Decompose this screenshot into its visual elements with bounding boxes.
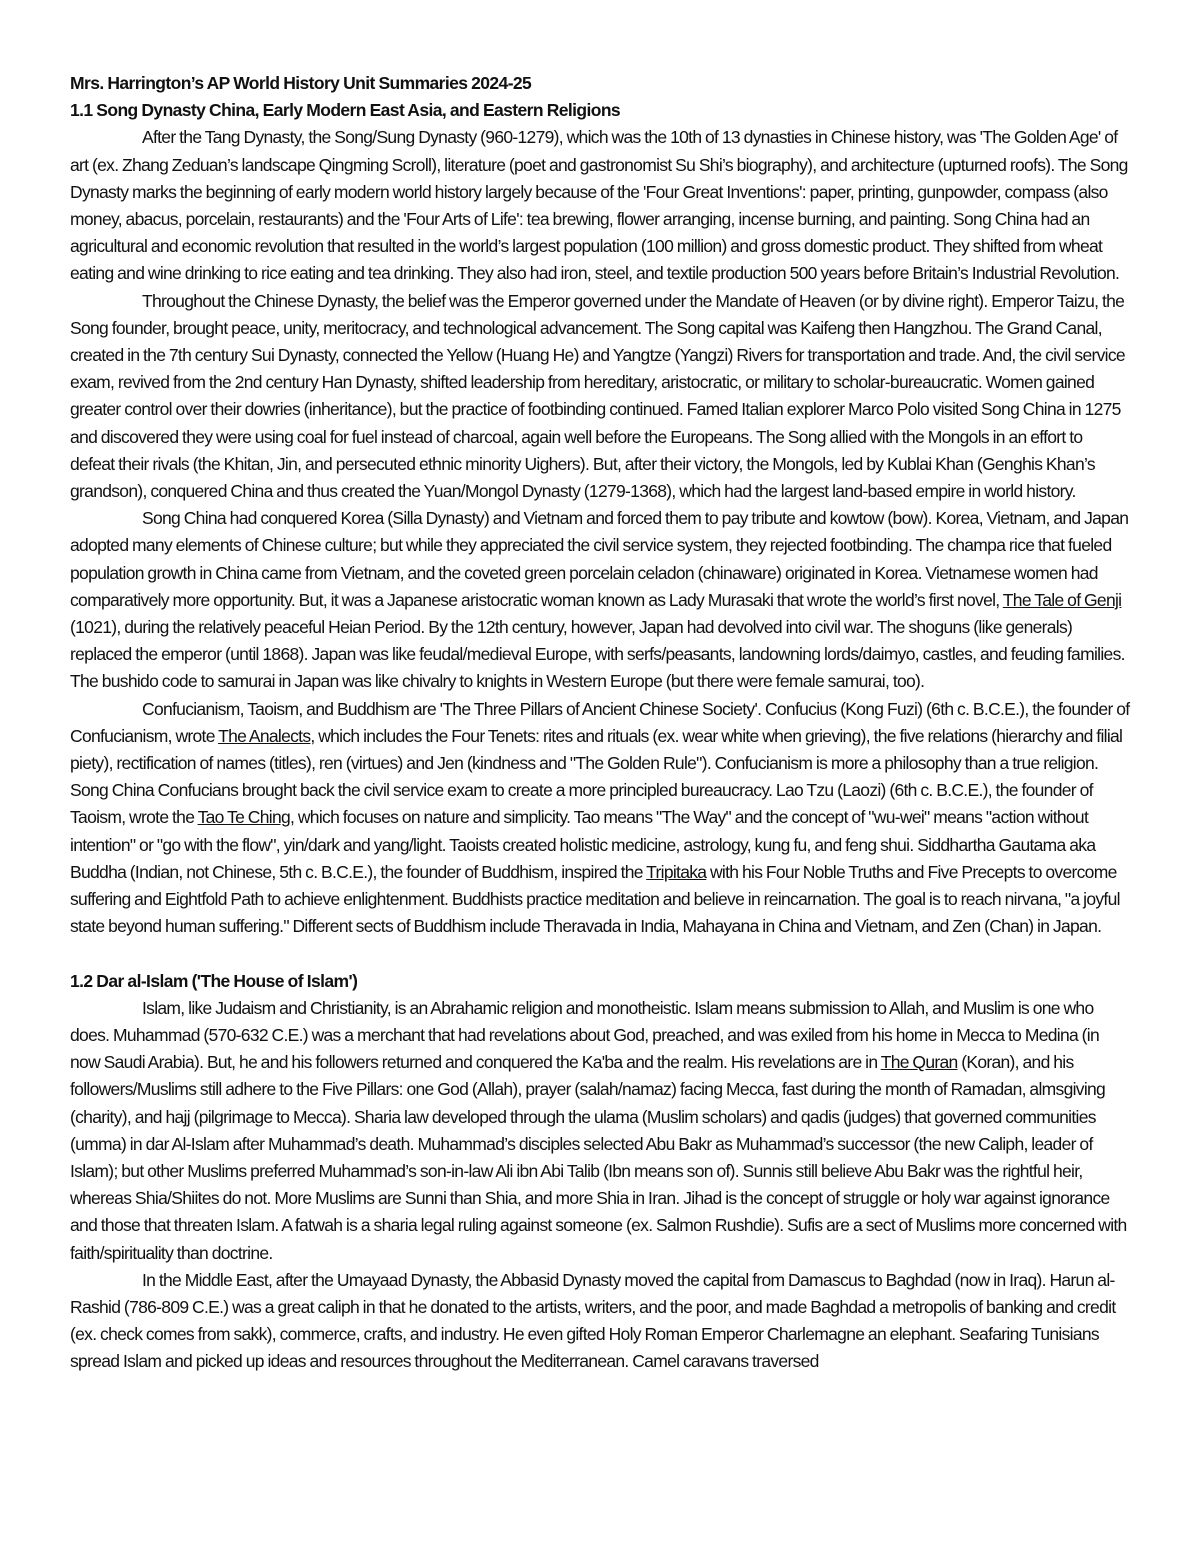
text-run: Islam, like Judaism and Christianity, is an Abrahamic religion and monotheistic. Islam means submission to Allah, and Muslim is one who does. Muhammad (570-632 C.E.) was a merchant that had revelations about God, preached, and was exiled from his home in Mecca to Medina (in now Saudi Arabia). But, he and his followers returned and conquered the Ka'ba and the realm. His revelations are in	[70, 997, 1100, 1073]
paragraph-islam	[70, 995, 1130, 1267]
book-title-tale-of-genji: The Tale of Genji	[1002, 589, 1122, 610]
section-heading-1-2: 1.2 Dar al-Islam ('The House of Islam')	[70, 970, 358, 991]
book-title-tripitaka: Tripitaka	[646, 861, 707, 882]
paragraph-mandate-of-heaven: Throughout the Chinese Dynasty, the belief was the Emperor governed under the Mandate of Heaven (or by divine right). Emperor Taizu, the Song founder, brought peace, unity, meritocracy, and technological advancement. The Song capital was Kaifeng then Hangzhou. The Grand Canal, created in the 7th century Sui Dynasty, connected the Yellow (Huang He) and Yangtze (Yangzi) Rivers for transportation and trade. And, the civil service exam, revived from the 2nd century Han Dynasty, shifted leadership from hereditary, aristocratic, or military to scholar-bureaucratic. Women gained greater control over their dowries (inheritance), but the practice of footbinding continued. Famed Italian explorer Marco Polo visited Song China in 1275 and discovered they were using coal for fuel instead of charcoal, again well before the Europeans. The Song allied with the Mongols in an effort to defeat their rivals (the Khitan, Jin, and persecuted ethnic minority Uighers). But, after their victory, the Mongols, led by Kublai Khan (Genghis Khan’s grandson), conquered China and thus created the Yuan/Mongol Dynasty (1279-1368), which had the largest land-based empire in world history.	[70, 290, 1125, 502]
section-heading-1-1: 1.1 Song Dynasty China, Early Modern East Asia, and Eastern Religions	[70, 100, 621, 121]
paragraph-abbasid: In the Middle East, after the Umayaad Dynasty, the Abbasid Dynasty moved the capital from Damascus to Baghdad (now in Iraq). Harun al-Rashid (786-809 C.E.) was a great caliph in that he donated to the artists, writers, and the poor, and made Baghdad a metropolis of banking and credit (ex. check comes from sakk), commerce, crafts, and industry. He even gifted Holy Roman Emperor Charlemagne an elephant. Seafaring Tunisians spread Islam and picked up ideas and resources throughout the Mediterranean. Camel caravans traversed	[70, 1269, 1116, 1372]
section-spacer	[70, 941, 1130, 968]
paragraph-three-pillars	[70, 696, 1130, 941]
text-run: Confucianism, Taoism, and Buddhism are 'The Three Pillars of Ancient Chinese Society'. Confucius (Kong Fuzi) (6th c. B.C.E.), the founder of Confucianism, wrote	[70, 698, 1130, 746]
document-page	[70, 70, 1130, 1376]
book-title-analects: The Analects	[218, 725, 311, 746]
text-run: with his Four Noble Truths and Five Precepts to overcome suffering and Eightfold Path to achieve enlightenment. Buddhists practice meditation and believe in reincarnation. The goal is to reach nirvana, "a joyful state beyond human suffering." Different sects of Buddhism include Theravada in India, Mahayana in China and Vietnam, and Zen (Chan) in Japan.	[70, 861, 1120, 937]
text-run: (1021), during the relatively peaceful Heian Period. By the 12th century, however, Japan had devolved into civil war. The shoguns (like generals) replaced the emperor (until 1868). Japan was like feudal/medieval Europe, with serfs/peasants, landowning lords/daimyo, castles, and feuding families. The bushido code to samurai in Japan was like chivalry to knights in Western Europe (but there were female samurai, too).	[70, 617, 1125, 692]
book-title-quran: The Quran	[880, 1052, 958, 1073]
text-run: , which includes the Four Tenets: rites and rituals (ex. wear white when grieving), the five relations (hierarchy and filial piety), rectification of names (titles), ren (virtues) and Jen (kindness and "The Golden Rule"). Confucianism is more a philosophy than a true religion. Song China Confucians brought back the civil service exam to create a more principled bureaucracy. Lao Tzu (Laozi) (6th c. B.C.E.), the founder of Taoism, wrote the	[70, 725, 1123, 828]
document-title: Mrs. Harrington’s AP World History Unit Summaries 2024-25	[70, 73, 532, 93]
text-run: (Koran), and his followers/Muslims still adhere to the Five Pillars: one God (Allah), prayer (salah/namaz) facing Mecca, fast during the month of Ramadan, almsgiving (charity), and hajj (pilgrimage to Mecca). Sharia law developed through the ulama (Muslim scholars) and qadis (judges) that governed communities (umma) in dar Al-Islam after Muhammad’s death. Muhammad’s disciples selected Abu Bakr as Muhammad’s successor (the new Caliph, leader of Islam); but other Muslims preferred Muhammad’s son-in-law Ali ibn Abi Talib (Ibn means son of). Sunnis still believe Abu Bakr was the rightful heir, whereas Shia/Shiites do not. More Muslims are Sunni than Shia, and more Shia in Iran. Jihad is the concept of struggle or holy war against ignorance and those that threaten Islam. A fatwah is a sharia legal ruling against someone (ex. Salmon Rushdie). Sufis are a sect of Muslims more concerned with faith/spirituality than doctrine.	[70, 1052, 1127, 1263]
text-run: Song China had conquered Korea (Silla Dynasty) and Vietnam and forced them to pay tribute and kowtow (bow). Korea, Vietnam, and Japan adopted many elements of Chinese culture; but while they appreciated the civil service system, they rejected footbinding. The champa rice that fueled population growth in China came from Vietnam, and the coveted green porcelain celadon (chinaware) originated in Korea. Vietnamese women had comparatively more opportunity. But, it was a Japanese aristocratic woman known as Lady Murasaki that wrote the world’s first novel,	[70, 508, 1129, 610]
text-run: , which focuses on nature and simplicity. Tao means "The Way" and the concept of "wu-wei" means "action without intention" or "go with the flow", yin/dark and yang/light. Taoists created holistic medicine, astrology, kung fu, and feng shui. Siddhartha Gautama aka Buddha (Indian, not Chinese, 5th c. B.C.E.), the founder of Buddhism, inspired the	[70, 807, 1096, 882]
paragraph-song-dynasty: After the Tang Dynasty, the Song/Sung Dynasty (960-1279), which was the 10th of 13 dynasties in Chinese history, was 'The Golden Age' of art (ex. Zhang Zeduan’s landscape Qingming Scroll), literature (poet and gastronomist Su Shi’s biography), and architecture (upturned roofs). The Song Dynasty marks the beginning of early modern world history largely because of the 'Four Great Inventions': paper, printing, gunpowder, compass (also money, abacus, porcelain, restaurants) and the 'Four Arts of Life': tea brewing, flower arranging, incense burning, and painting. Song China had an agricultural and economic revolution that resulted in the world’s largest population (100 million) and gross domestic product. They shifted from wheat eating and wine drinking to rice eating and tea drinking. They also had iron, steel, and textile production 500 years before Britain’s Industrial Revolution.	[70, 127, 1128, 284]
book-title-tao-te-ching: Tao Te Ching	[197, 807, 291, 828]
paragraph-korea-vietnam-japan	[70, 505, 1130, 695]
